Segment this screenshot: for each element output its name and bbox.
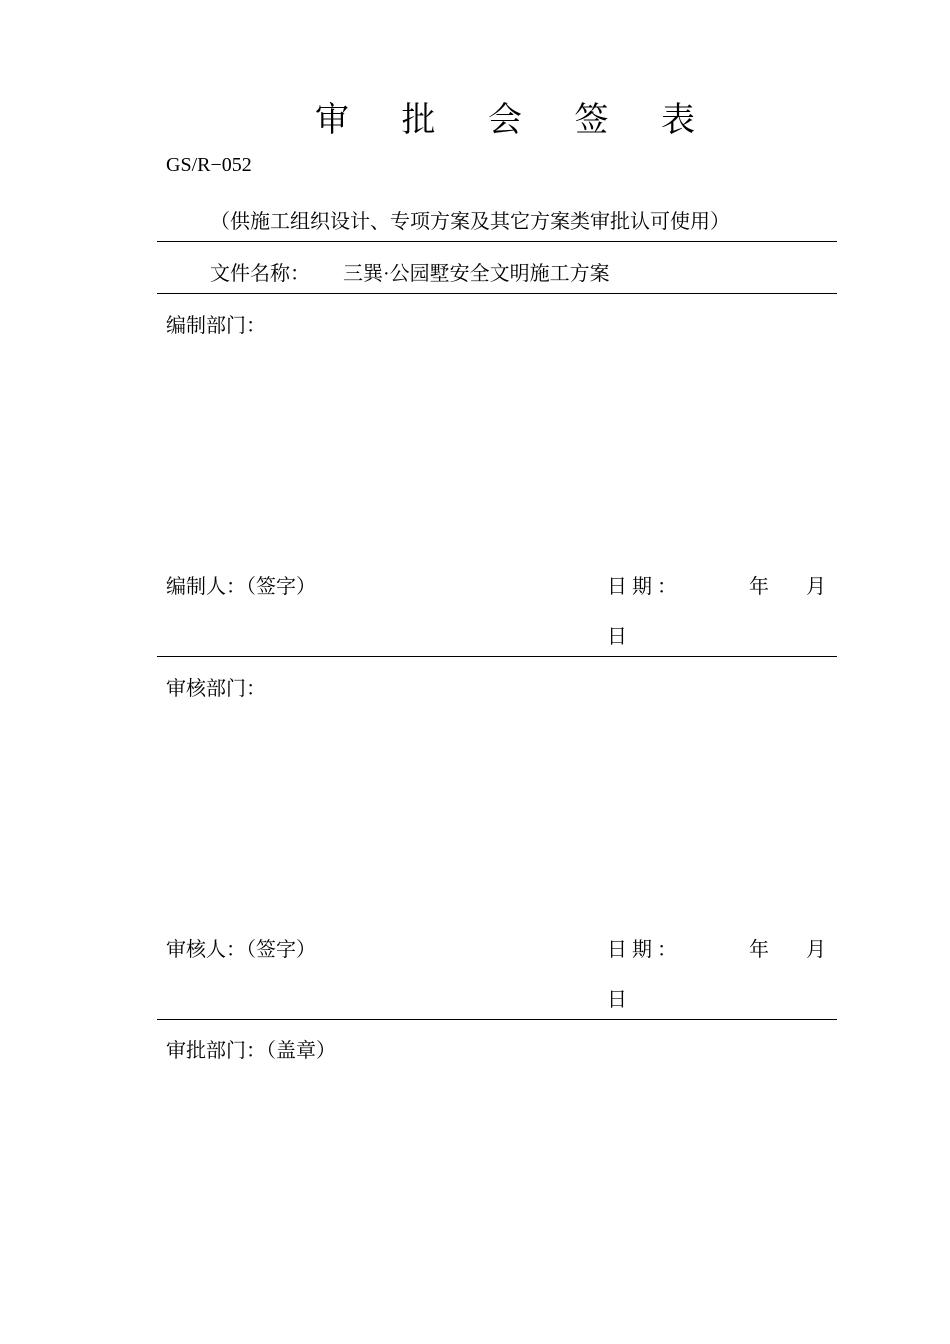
review-month: 月	[806, 939, 826, 961]
compile-day: 日	[607, 626, 627, 648]
review-date-label: 日 期 ：	[607, 939, 677, 961]
file-name-label: 文件名称：	[210, 263, 310, 285]
divider	[157, 293, 837, 294]
review-dept-label: 审核部门：	[166, 678, 266, 700]
compile-person-label: 编制人：（签字）	[166, 576, 316, 598]
page-title: 审 批 会 签 表	[315, 102, 717, 139]
compile-month: 月	[806, 576, 826, 598]
review-day: 日	[607, 989, 627, 1011]
divider	[157, 656, 837, 657]
compile-date-label: 日 期 ：	[607, 576, 677, 598]
review-person-label: 审核人：（签字）	[166, 939, 316, 961]
divider	[157, 241, 837, 242]
compile-year: 年	[749, 576, 769, 598]
approve-dept-label: 审批部门：（盖章）	[166, 1040, 336, 1062]
compile-dept-label: 编制部门：	[166, 315, 266, 337]
file-name-value: 三巽·公园墅安全文明施工方案	[343, 263, 610, 285]
form-code: GS/R−052	[166, 154, 252, 176]
usage-note: （供施工组织设计、专项方案及其它方案类审批认可使用）	[210, 211, 730, 233]
review-year: 年	[749, 939, 769, 961]
divider	[157, 1019, 837, 1020]
